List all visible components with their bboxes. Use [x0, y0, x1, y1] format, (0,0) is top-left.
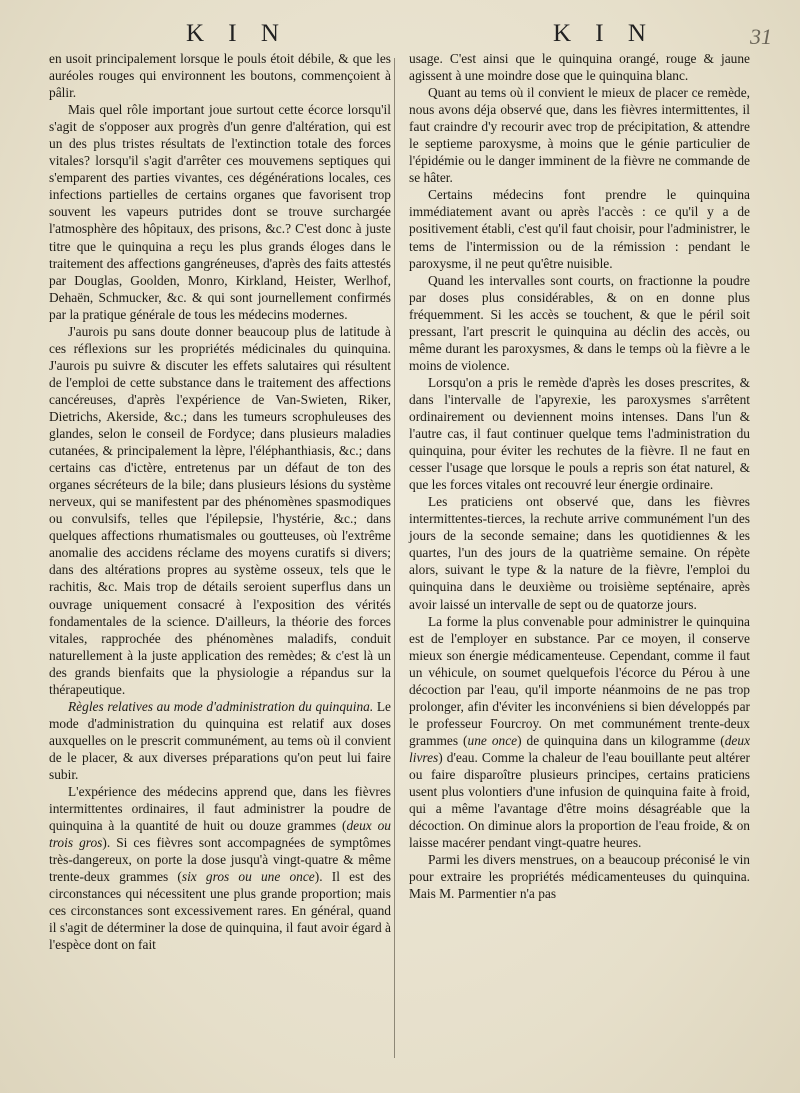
running-head-right: K I N: [553, 20, 655, 47]
paragraph: en usoit principalement lorsque le pouls étoit débile, & que les auréoles rouges qui environnent les boutons, commençoient à pâlir.: [49, 51, 391, 101]
running-head-left: K I N: [186, 20, 288, 47]
left-column: [49, 50, 391, 953]
paragraph-text: ) de quinquina dans un kilogramme (: [517, 732, 725, 748]
paragraph: Lorsqu'on a pris le remède d'après les doses prescrites, & dans l'intervalle de l'apyrexie, les paroxysmes s'arrêtent ordinairement ou deviennent moins intenses. Dans l'un & l'autre cas, il faut continuer quelque tems l'administration du quinquina, pour éviter les rechutes de la fièvre. Il ne faut en cesser l'usage que lorsque le pouls a repris son état naturel, & que les forces vitales ont recouvré leur énergie ordinaire.: [409, 374, 750, 493]
dose-note: six gros ou une once: [181, 869, 315, 885]
paragraph-text: La forme la plus convenable pour administrer le quinquina est de l'employer en substance. Par ce moyen, il conserve mieux son énergie médicamenteuse. Cependant, comme il faut un véhicule, on soumet quelquefois l'écorce du Pérou à une décoction par l'eau, qu'il importe néanmoins de ne pas trop prolonger, afin d'éviter les inconvéniens si bien développés par le professeur Fourcroy. On met communément trente-deux grammes (: [409, 613, 750, 748]
paragraph: Mais quel rôle important joue surtout cette écorce lorsqu'il s'agit de s'opposer aux progrès d'un genre d'altération, qui est un des plus tristes résultats de l'extinction totale des forces vitales? lorsqu'il s'agit d'arrêter ces mouvemens septiques qui s'emparent des parties vivantes, ces dégénérations locales, ces infections partielles de certains organes que favorisent trop souvent les vapeurs putrides dont se trouve surchargée l'atmosphère des hôpitaux, des prisons, &c.? C'est donc à juste titre que le quinquina a reçu les plus grands éloges dans le traitement des affections gangréneuses, d'après des faits attestés par Douglas, Goolden, Monro, Kirkland, Heister, Werlhof, Dehaën, Schmucker, &c. & qui sont journellement confirmés par la pratique générale de tous les médecins modernes.: [49, 102, 391, 322]
paragraph-text: L'expérience des médecins apprend que, dans les fièvres intermittentes ordinaires, il faut administrer la poudre de quinquina à la quantité de huit ou douze grammes (: [49, 784, 391, 834]
paragraph: Les praticiens ont observé que, dans les fièvres intermittentes-tierces, la rechute arrive communément l'un des jours de la seconde semaine; dans les quotidiennes & les quartes, l'un des jours de la quatrième semaine. On répète alors, suivant le type & la nature de la fièvre, l'emploi du quinquina dans le deuxième ou troisième septénaire, après avoir laissé un intervalle de sept ou de quatorze jours.: [409, 494, 750, 612]
paragraph: Parmi les divers menstrues, on a beaucoup préconisé le vin pour extraire les propriétés médicamenteuses du quinquina. Mais M. Parmentier n'a pas: [409, 852, 750, 902]
paragraph: usage. C'est ainsi que le quinquina orangé, rouge & jaune agissent à une moindre dose que le quinquina blanc.: [409, 51, 750, 84]
paragraph: J'aurois pu sans doute donner beaucoup plus de latitude à ces réflexions sur les propriétés médicinales du quinquina. J'aurois pu suivre & discuter les effets salutaires qui résultent de l'emploi de cette substance dans le traitement des affections cancéreuses, d'après l'expérience de Van-Swieten, Riker, Dietrichs, Akerside, &c.; dans les tumeurs scrophuleuses des glandes, selon le conseil de Fordyce; dans plusieurs maladies cutanées, & principalement la lèpre, l'éléphanthiasis, &c.; dans certains cas d'ictère, entretenus par un défaut de ton des organes sécréteurs de la bile; dans plusieurs lésions du système nerveux, qui se manifestent par des phénomènes spasmodiques ou convulsifs, telles que l'épilepsie, l'hystérie, &c.; dans quelques affections rhumatismales ou goutteuses, où l'extrême anomalie des accidens réclame des moyens curatifs si divers; dans des altérations propres au système osseux, tels que le rachitis, &c. Mais trop de détails seroient superflus dans un ouvrage uniquement consacré à l'exposition des vérités fondamentales de la science. D'ailleurs, la théorie des forces vitales, rapprochée des phénomènes maladifs, conduit naturellement à la juste application des remèdes; & c'est là un des grands bienfaits que la physiologie a répandus sur la thérapeutique.: [49, 323, 391, 697]
dose-note: une once: [467, 732, 518, 748]
page-number: 31: [750, 24, 772, 49]
paragraph-text: Le mode d'administration du quinquina est relatif aux doses auxquelles on le prescrit communément, au tems où il convient de le placer, & aux diverses préparations qu'on peut lui faire subir.: [49, 698, 391, 782]
paragraph-text: ). Il est des circonstances qui nécessitent une plus grande proportion; mais ces circonstances sont excessivement rares. En général, quand il s'agit de déterminer la dose de quinquina, il faut avoir égard à l'espèce dont on fait: [49, 869, 391, 953]
right-column: [409, 50, 750, 902]
paragraph: [49, 783, 391, 953]
section-heading: Règles relatives au mode d'administration du quinquina.: [68, 698, 374, 714]
paragraph: [49, 698, 391, 783]
paragraph-text: ) d'eau. Comme la chaleur de l'eau bouillante peut altérer ou faire disparoître plusieurs principes, certains praticiens usent plus volontiers d'une infusion de quinquina faite à froid, qui a même l'avantage d'être moins désagréable que la décoction. On diminue alors la proportion de l'eau froide, & on laisse macérer pendant vingt-quatre heures.: [409, 749, 750, 851]
paragraph-text: ). Si ces fièvres sont accompagnées de symptômes très-dangereux, on porte la dose jusqu'à vingt-quatre & même trente-deux grammes (: [49, 835, 391, 885]
dose-note: deux ou trois gros: [49, 818, 391, 851]
paragraph: [409, 613, 750, 852]
paragraph: Quant au tems où il convient le mieux de placer ce remède, nous avons déja observé que, dans les fièvres intermittentes, il faut craindre d'y recourir avec trop de précipitation, & attendre le septieme paroxysme, à moins que le génie particulier de l'épidémie ou le danger imminent de la fièvre ne commande de se hâter.: [409, 85, 750, 186]
column-divider: [394, 58, 395, 1058]
dose-note: deux livres: [409, 732, 751, 765]
paragraph: Certains médecins font prendre le quinquina immédiatement avant ou après l'accès : ce qu'il y a de positivement établi, c'est qu'il faut choisir, pour l'administrer, le tems de l'intermission ou de la rémission : pendant le paroxysme, il ne peut qu'être nuisible.: [409, 187, 750, 271]
paragraph: Quand les intervalles sont courts, on fractionne la poudre par doses plus considérables, & on en donne plus fréquemment. Si les accès se touchent, & que le péril soit pressant, l'art prescrit le quinquina au déclin des accès, ou même durant les paroxysmes, & dans le temps où la fièvre a le moins de violence.: [409, 272, 750, 373]
